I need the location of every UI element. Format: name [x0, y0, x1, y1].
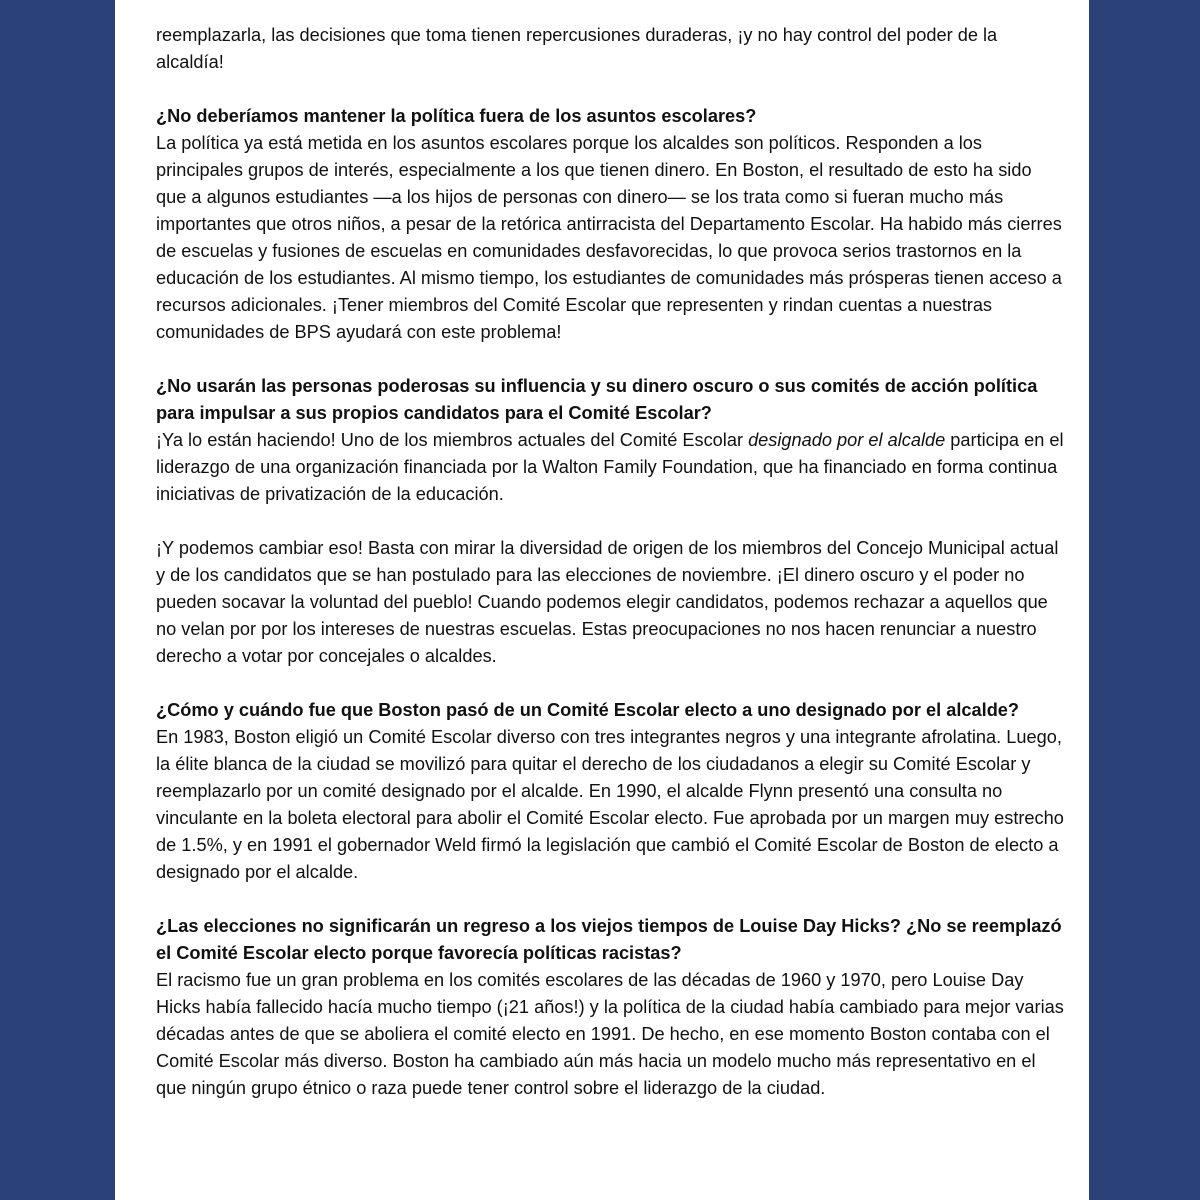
faq-question-louise-day-hicks: ¿Las elecciones no significarán un regreso a los viejos tiempos de Louise Day Hicks? ¿No se reemplazó el Comité Escolar electo porque favorecía políticas racistas?: [156, 916, 1062, 963]
faq-answer-politics: La política ya está metida en los asuntos escolares porque los alcaldes son políticos. Responden a los principales grupos de interés, especialmente a los que tienen dinero. En Boston, el resultado de esto ha sido que a algunos estudiantes —a los hijos de personas con dinero— se los trata como si fueran mucho más importantes que otros niños, a pesar de la retórica antirracista del Departamento Escolar. Ha habido más cierres de escuelas y fusiones de escuelas en comunidades desfavorecidas, lo que provoca serios trastornos en la educación de los estudiantes. Al mismo tiempo, los estudiantes de comunidades más prósperas tienen acceso a recursos adicionales. ¡Tener miembros del Comité Escolar que representen y rindan cuentas a nuestras comunidades de BPS ayudará con este problema!: [156, 133, 1062, 342]
faq-question-politics: ¿No deberíamos mantener la política fuera de los asuntos escolares?: [156, 106, 757, 126]
faq-answer-louise-day-hicks: El racismo fue un gran problema en los comités escolares de las décadas de 1960 y 1970, pero Louise Day Hicks había fallecido hacía mucho tiempo (¡21 años!) y la política de la ciudad había cambiado para mejor varias décadas antes de que se aboliera el comité electo en 1991. De hecho, en ese momento Boston contaba con el Comité Escolar más diverso. Boston ha cambiado aún más hacia un modelo mucho más representativo en el que ningún grupo étnico o raza puede tener control sobre el liderazgo de la ciudad.: [156, 970, 1064, 1098]
faq-answer-dark-money-paragraph2: ¡Y podemos cambiar eso! Basta con mirar la diversidad de origen de los miembros del Concejo Municipal actual y de los candidatos que se han postulado para las elecciones de noviembre. ¡El dinero oscuro y el poder no pueden socavar la voluntad del pueblo! Cuando podemos elegir candidatos, podemos rechazar a aquellos que no velan por por los intereses de nuestras escuelas. Estas preocupaciones no nos hacen renunciar a nuestro derecho a votar por concejales o alcaldes.: [156, 538, 1059, 666]
faq-answer-dark-money-emphasis: designado por el alcalde: [748, 430, 946, 450]
document-page: [115, 0, 1089, 1200]
faq-answer-history: En 1983, Boston eligió un Comité Escolar diverso con tres integrantes negros y una integrante afrolatina. Luego, la élite blanca de la ciudad se movilizó para quitar el derecho de los ciudadanos a elegir su Comité Escolar y reemplazarlo por un comité designado por el alcalde. En 1990, el alcalde Flynn presentó una consulta no vinculante en la boleta electoral para abolir el Comité Escolar electo. Fue aprobada por un margen muy estrecho de 1.5%, y en 1991 el gobernador Weld firmó la legislación que cambió el Comité Escolar de Boston de electo a designado por el alcalde.: [156, 727, 1064, 882]
intro-fragment: reemplazarla, las decisiones que toma tienen repercusiones duraderas, ¡y no hay control del poder de la alcaldía!: [156, 25, 998, 72]
faq-answer-dark-money-part1: ¡Ya lo están haciendo! Uno de los miembros actuales del Comité Escolar: [156, 430, 749, 450]
faq-answer-dark-money-part2: participa en el liderazgo de una organización financiada por la Walton Family Foundation, que ha financiado en forma continua iniciativas de privatización de la educación.: [156, 430, 1064, 504]
faq-question-dark-money: ¿No usarán las personas poderosas su influencia y su dinero oscuro o sus comités de acción política para impulsar a sus propios candidatos para el Comité Escolar?: [156, 376, 1038, 423]
faq-answer-dark-money: [156, 427, 1065, 508]
faq-question-history: ¿Cómo y cuándo fue que Boston pasó de un Comité Escolar electo a uno designado por el alcalde?: [156, 700, 1020, 720]
